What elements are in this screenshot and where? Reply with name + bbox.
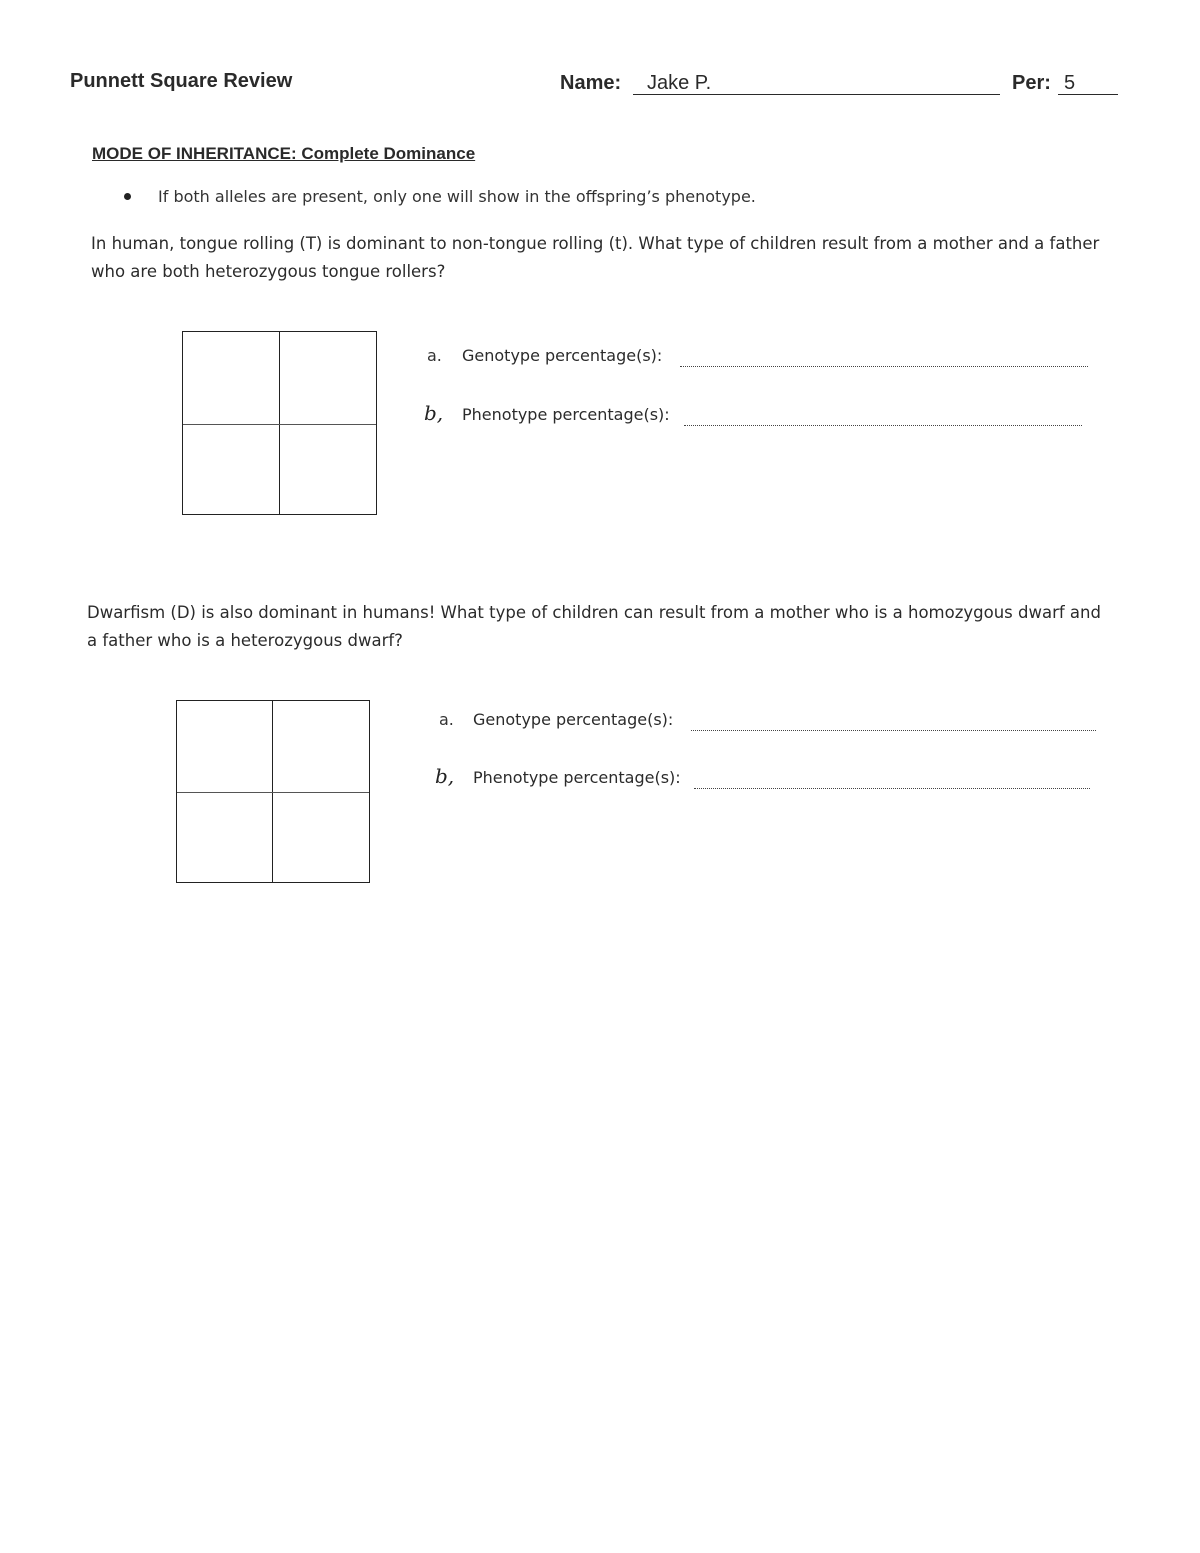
q1-answer-a-letter: a. — [427, 346, 442, 365]
q1-phenotype-answer-line[interactable] — [684, 425, 1082, 426]
period-label: Per: — [1012, 72, 1051, 94]
q1-genotype-label: Genotype percentage(s): — [462, 346, 663, 365]
q1-answer-b-letter: b, — [424, 401, 444, 425]
q2-answer-b-letter: b, — [435, 764, 455, 788]
punnett-square-1[interactable] — [182, 331, 377, 515]
q2-phenotype-answer-line[interactable] — [694, 788, 1090, 789]
period-field-value[interactable]: 5 — [1064, 72, 1076, 94]
bullet-text: If both alleles are present, only one will show in the offspring’s phenotype. — [158, 187, 756, 206]
q2-genotype-label: Genotype percentage(s): — [473, 710, 674, 729]
question-2-prompt: Dwarfism (D) is also dominant in humans! What type of children can result from a mother who is a homozygous dwarf and a father who is a heterozygous dwarf? — [87, 603, 1101, 650]
q1-genotype-answer-line[interactable] — [680, 366, 1088, 367]
q2-phenotype-label: Phenotype percentage(s): — [473, 768, 681, 787]
q2-answer-a-letter: a. — [439, 710, 454, 729]
bullet-icon — [124, 193, 131, 200]
question-1-prompt: In human, tongue rolling (T) is dominant to non-tongue rolling (t). What type of children result from a mother and a father who are both heterozygous tongue rollers? — [91, 234, 1100, 281]
punnett-square-divider — [183, 424, 376, 425]
name-field-value[interactable]: Jake P. — [647, 72, 712, 94]
q1-phenotype-label: Phenotype percentage(s): — [462, 405, 670, 424]
punnett-square-divider — [177, 792, 369, 793]
name-label: Name: — [560, 72, 622, 94]
punnett-square-divider — [279, 332, 280, 514]
section-heading: MODE OF INHERITANCE: Complete Dominance — [92, 144, 476, 163]
q2-genotype-answer-line[interactable] — [691, 730, 1096, 731]
worksheet-title: Punnett Square Review — [70, 70, 293, 92]
punnett-square-2[interactable] — [176, 700, 370, 883]
